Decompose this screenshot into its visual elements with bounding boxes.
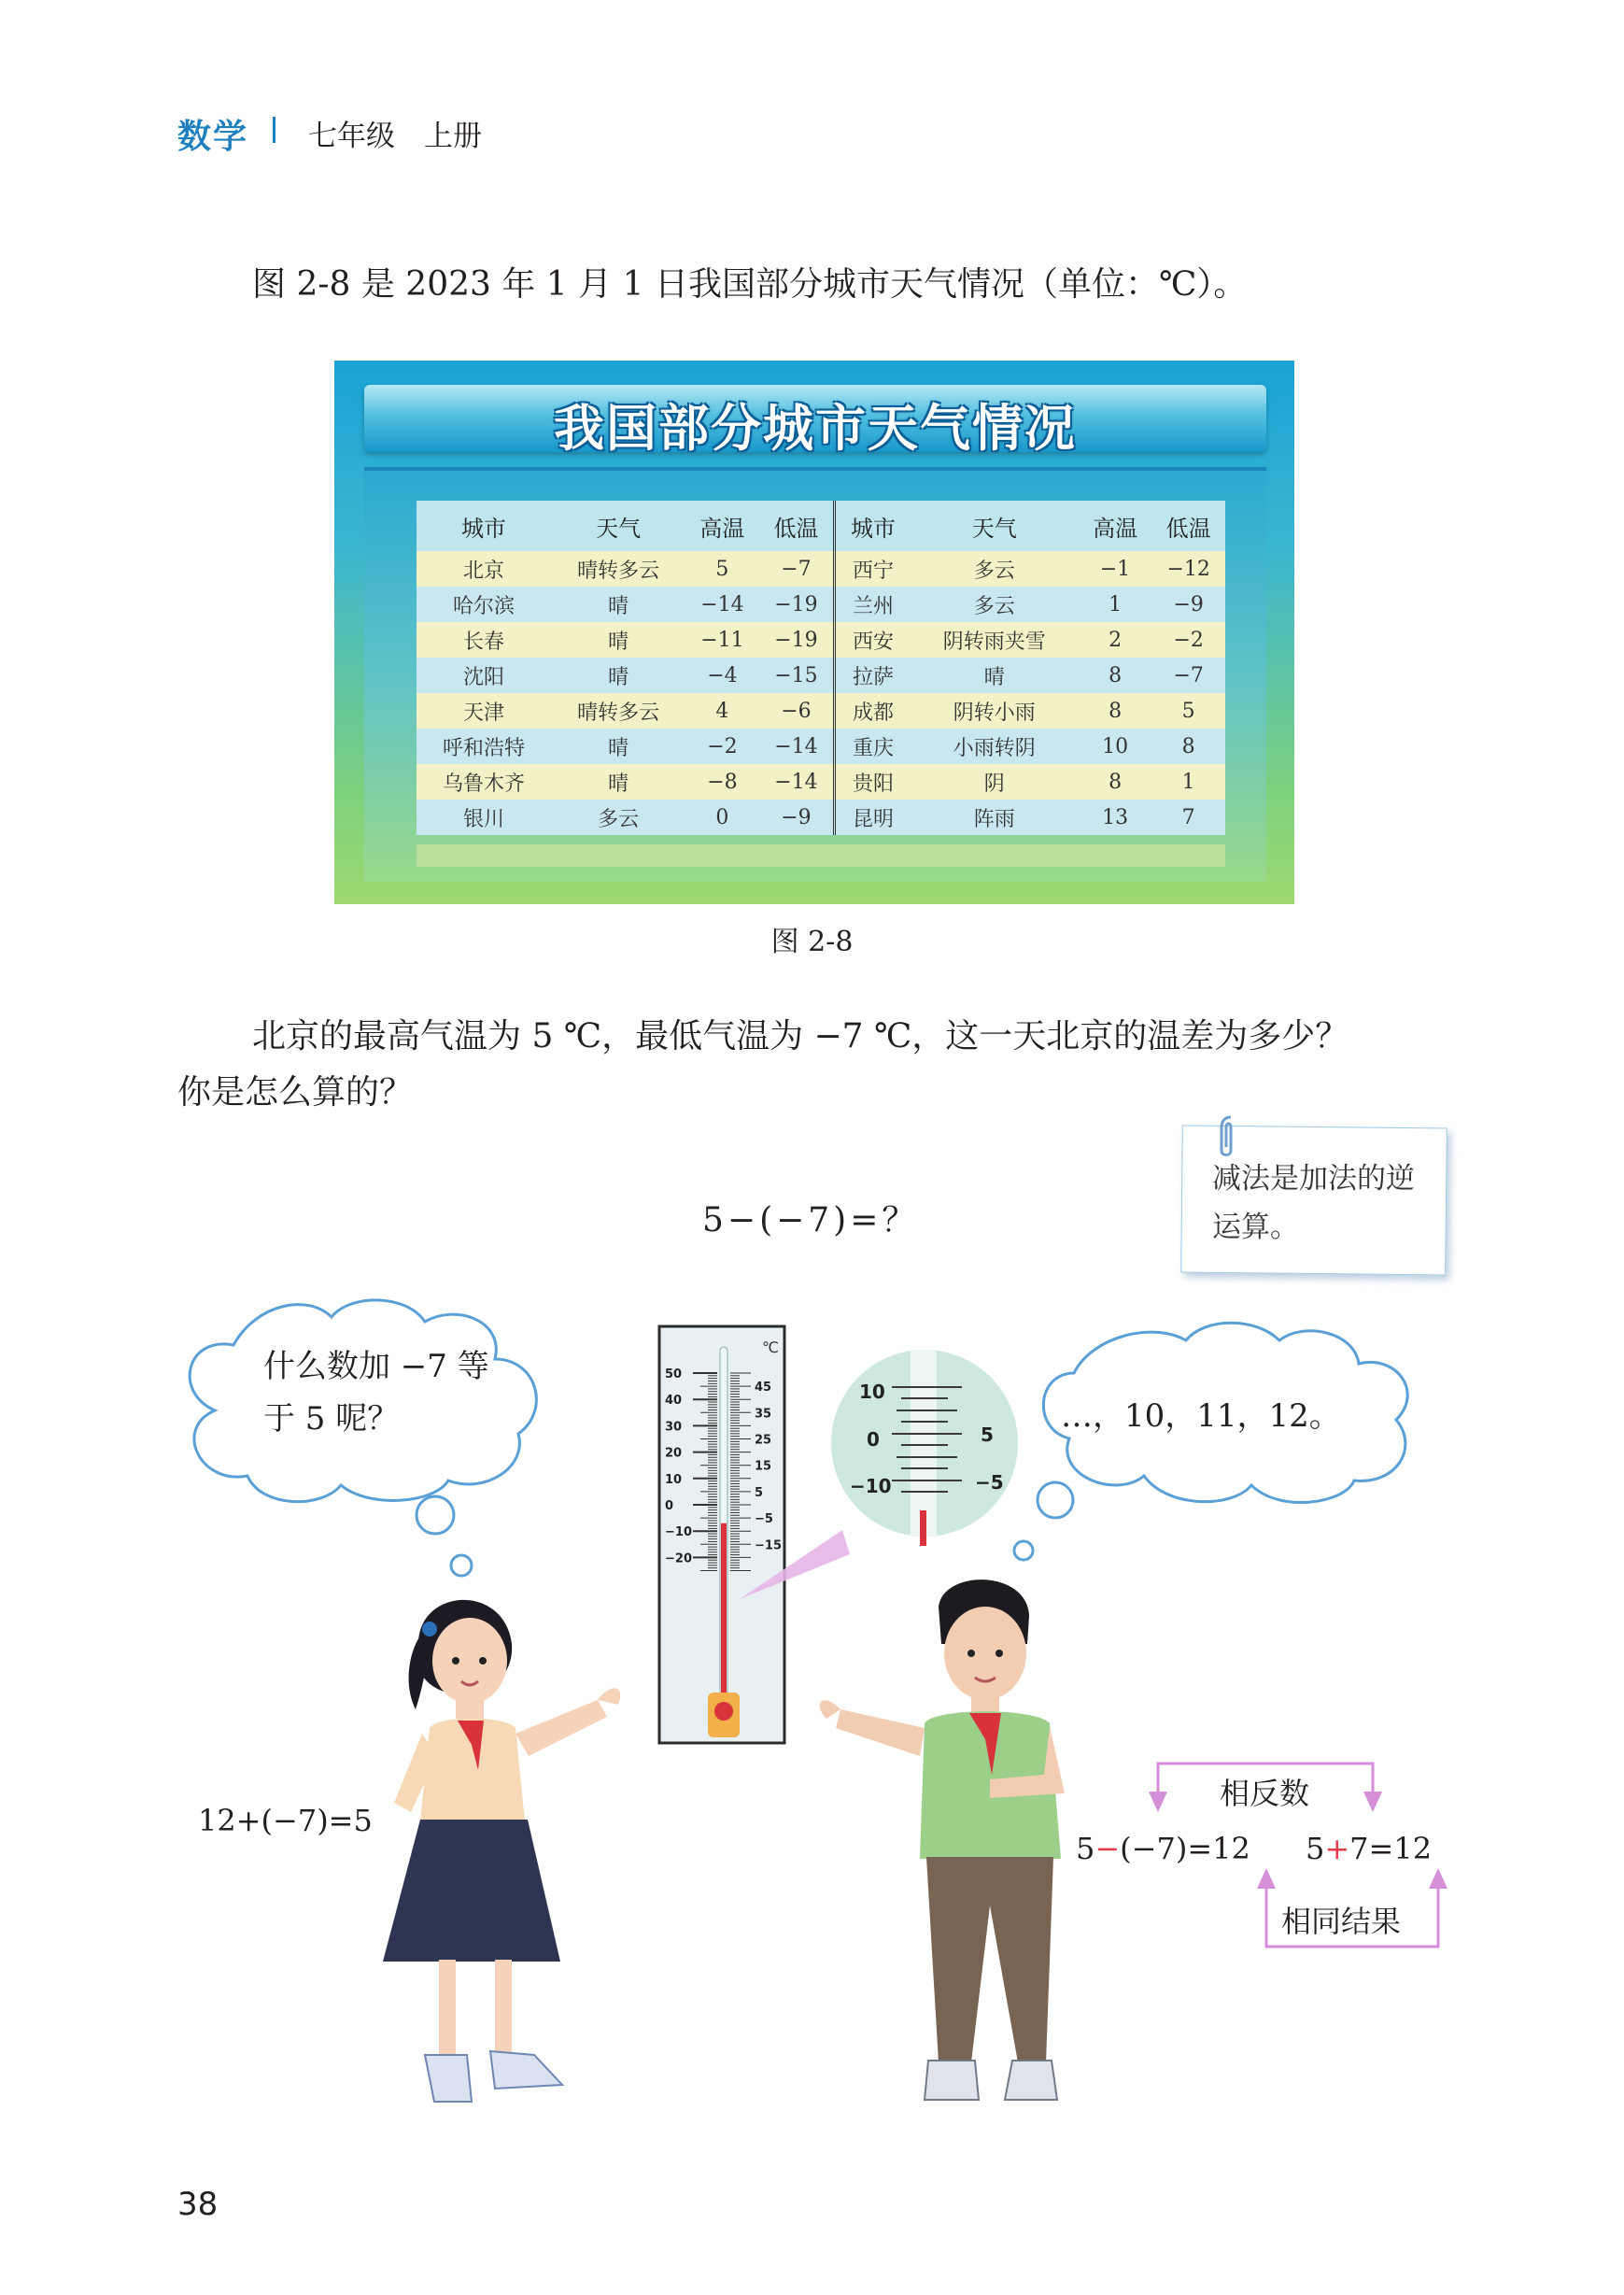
table-cell: −1 (1079, 551, 1152, 587)
table-header-cell: 高温 (685, 501, 759, 551)
table-cell: 多云 (911, 587, 1079, 622)
table-cell: 天津 (417, 693, 551, 729)
table-cell: 2 (1079, 622, 1152, 658)
table-cell: −19 (759, 587, 835, 622)
thermometer-unit: ℃ (762, 1339, 779, 1356)
scale-label-left: 40 (665, 1394, 683, 1409)
table-cell: 阵雨 (911, 800, 1079, 835)
table-header-cell: 天气 (911, 501, 1079, 551)
board-title: 我国部分城市天气情况 (554, 399, 1077, 458)
question-line-2: 你是怎么算的？ (177, 1073, 414, 1112)
zoom-label: −5 (975, 1471, 1004, 1494)
table-cell: 8 (1079, 693, 1152, 729)
table-cell: 8 (1079, 658, 1152, 693)
table-cell: 10 (1079, 729, 1152, 764)
scale-label-left: 30 (665, 1420, 683, 1435)
scale-label-right: 35 (755, 1407, 772, 1422)
table-cell: 长春 (417, 622, 551, 658)
zoom-label: −10 (850, 1475, 892, 1497)
bubble-left-line-2: 于 5 呢？ (263, 1400, 400, 1438)
table-cell: 北京 (417, 551, 551, 587)
scale-label-left: 0 (665, 1499, 674, 1513)
table-cell: 晴 (551, 764, 685, 800)
table-cell: −6 (759, 693, 835, 729)
scale-label-right: 15 (755, 1459, 772, 1474)
same-result-label: 相同结果 (1281, 1904, 1402, 1939)
table-header-cell: 高温 (1079, 501, 1152, 551)
table-cell: −14 (685, 587, 759, 622)
table-cell: 7 (1151, 800, 1225, 835)
eq2-rest: 7=12 (1349, 1831, 1433, 1866)
minus-sign: − (1094, 1831, 1121, 1866)
table-cell: −15 (759, 658, 835, 693)
eq1-operand: 5 (1076, 1831, 1095, 1866)
table-cell: 兰州 (835, 587, 911, 622)
table-cell: 1 (1079, 587, 1152, 622)
scale-label-left: 10 (665, 1472, 683, 1487)
table-cell: 5 (1151, 693, 1225, 729)
table-cell: −4 (685, 658, 759, 693)
plus-sign: + (1324, 1831, 1350, 1866)
table-cell: −2 (685, 729, 759, 764)
table-cell: −9 (759, 800, 835, 835)
zoom-label: 5 (981, 1424, 994, 1446)
header-subject: 数学 (177, 118, 249, 156)
page-number: 38 (177, 2186, 219, 2223)
arrow-up-icon (1429, 1868, 1447, 1889)
boy-character (820, 1580, 1065, 2100)
table-cell: −7 (759, 551, 835, 587)
table-cell: 哈尔滨 (417, 587, 551, 622)
zoom-label: 10 (859, 1381, 885, 1403)
table-header-cell: 城市 (417, 501, 551, 551)
table-cell: 5 (685, 551, 759, 587)
table-cell: −2 (1151, 622, 1225, 658)
table-cell: 8 (1151, 729, 1225, 764)
table-cell: 晴 (911, 658, 1079, 693)
table-cell: −12 (1151, 551, 1225, 587)
table-cell: 拉萨 (835, 658, 911, 693)
table-cell: 0 (685, 800, 759, 835)
opposite-number-label: 相反数 (1220, 1776, 1310, 1811)
table-header-cell: 低温 (1151, 501, 1225, 551)
left-equation: 12+(−7)=5 (198, 1803, 373, 1838)
table-cell: 晴 (551, 729, 685, 764)
table-cell: 4 (685, 693, 759, 729)
arrow-down-icon (1363, 1792, 1382, 1812)
bubble-left-text (263, 1340, 489, 1445)
arrow-up-icon (1257, 1868, 1276, 1889)
scale-label-left: 50 (665, 1367, 683, 1381)
question-line-1: 北京的最高气温为 5 ℃，最低气温为 −7 ℃，这一天北京的温差为多少？ (252, 1017, 1349, 1055)
zoom-label: 0 (867, 1428, 880, 1451)
girl-character (383, 1600, 620, 2102)
table-cell: 西宁 (835, 551, 911, 587)
addition-equation (1306, 1831, 1432, 1866)
zoom-circle (831, 1350, 1018, 1546)
thermometer (659, 1326, 784, 1743)
scale-label-right: −15 (755, 1538, 782, 1553)
bubble-right-text: …，10，11，12。 (1061, 1397, 1341, 1435)
table-cell: −9 (1151, 587, 1225, 622)
scale-label-left: −10 (665, 1525, 692, 1540)
scale-label-right: 45 (755, 1381, 772, 1395)
table-cell: 贵阳 (835, 764, 911, 800)
table-header-cell: 城市 (835, 501, 911, 551)
scale-label-right: 25 (755, 1433, 772, 1448)
table-cell: 13 (1079, 800, 1152, 835)
table-cell: 晴转多云 (551, 551, 685, 587)
table-cell: 乌鲁木齐 (417, 764, 551, 800)
table-cell: 阴转雨夹雪 (911, 622, 1079, 658)
table-cell: 昆明 (835, 800, 911, 835)
table-cell: 多云 (911, 551, 1079, 587)
table-cell: 8 (1079, 764, 1152, 800)
header-book-title: 七年级 上册 (308, 120, 482, 153)
table-cell: 阴 (911, 764, 1079, 800)
scale-label-left: 20 (665, 1446, 683, 1461)
table-cell: 西安 (835, 622, 911, 658)
bubble-left-line-1: 什么数加 −7 等 (263, 1348, 489, 1385)
scale-label-left: −20 (665, 1551, 692, 1566)
scale-label-right: −5 (755, 1512, 773, 1527)
table-cell: 呼和浩特 (417, 729, 551, 764)
thermometer-bulb (714, 1702, 733, 1721)
table-cell: −14 (759, 729, 835, 764)
table-cell: −14 (759, 764, 835, 800)
table-cell: 阴转小雨 (911, 693, 1079, 729)
table-cell: 成都 (835, 693, 911, 729)
table-cell: 多云 (551, 800, 685, 835)
table-cell: 晴 (551, 658, 685, 693)
table-header-cell: 低温 (759, 501, 835, 551)
table-cell: 小雨转阴 (911, 729, 1079, 764)
table-cell: −11 (685, 622, 759, 658)
scale-label-right: 5 (755, 1485, 764, 1500)
intro-paragraph: 图 2-8 是 2023 年 1 月 1 日我国部分城市天气情况（单位：℃）。 (252, 265, 1248, 304)
table-cell: −19 (759, 622, 835, 658)
table-cell: −8 (685, 764, 759, 800)
table-cell: 沈阳 (417, 658, 551, 693)
table-cell: 1 (1151, 764, 1225, 800)
table-cell: 重庆 (835, 729, 911, 764)
table-cell: 银川 (417, 800, 551, 835)
eq1-rest: (−7)=12 (1120, 1831, 1250, 1866)
subtraction-equation (1076, 1831, 1250, 1866)
mercury-column (721, 1523, 727, 1706)
table-cell: 晴转多云 (551, 693, 685, 729)
eq2-operand: 5 (1306, 1831, 1325, 1866)
figure-caption: 图 2-8 (770, 926, 854, 958)
note-text: 减法是加法的逆运算。 (1212, 1162, 1415, 1244)
table-header-cell: 天气 (551, 501, 685, 551)
table-cell: 晴 (551, 587, 685, 622)
arrow-down-icon (1149, 1792, 1167, 1812)
table-cell: 晴 (551, 622, 685, 658)
center-equation: 5−(−7)=？ (702, 1201, 920, 1240)
table-cell: −7 (1151, 658, 1225, 693)
